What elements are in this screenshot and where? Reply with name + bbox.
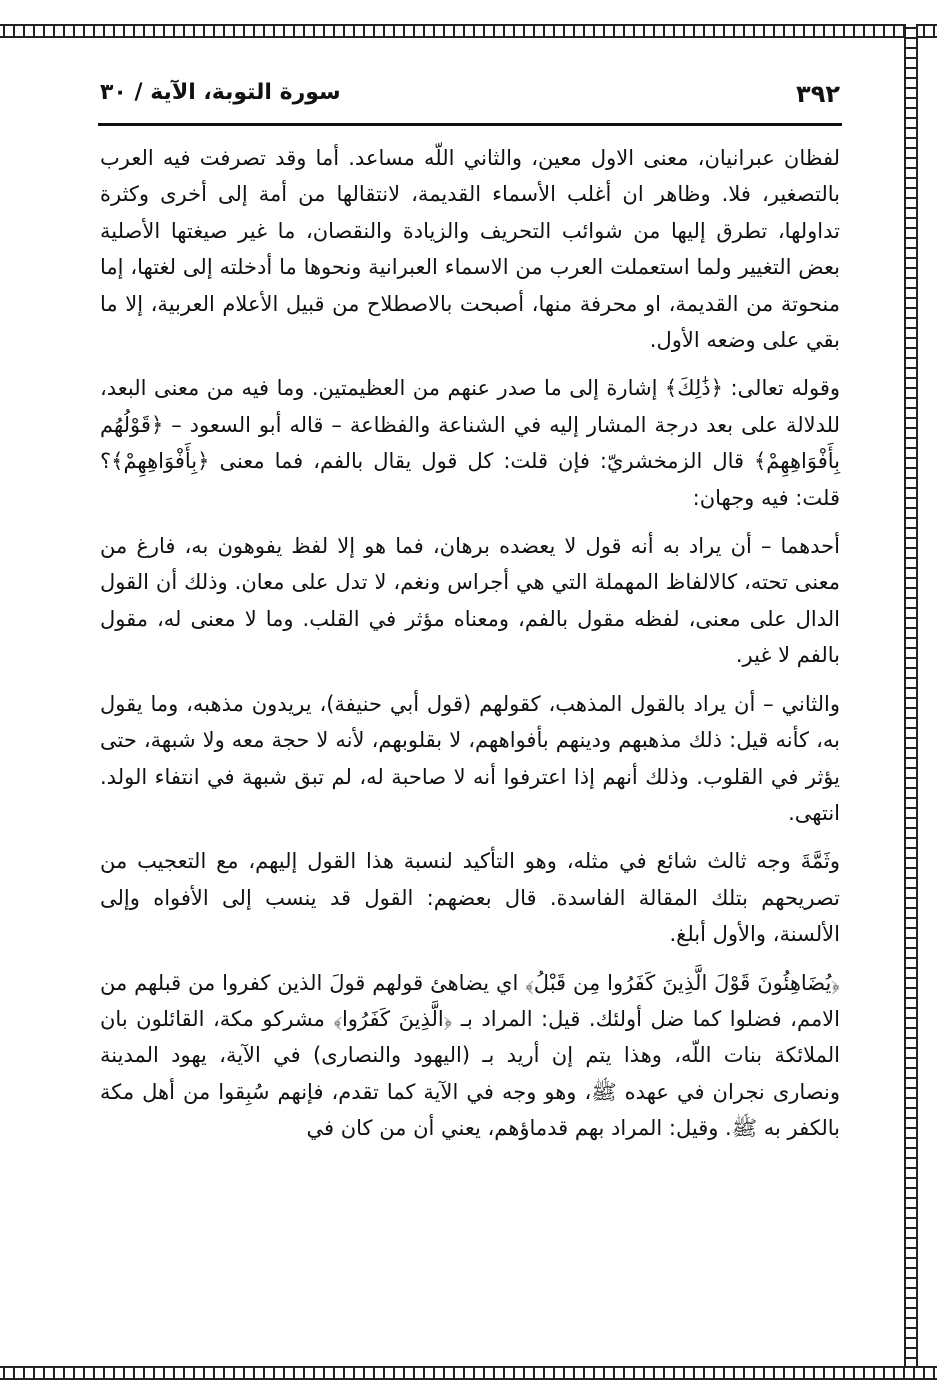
page-border-top [0, 24, 937, 38]
paragraph: والثاني – أن يراد بالقول المذهب، كقولهم (قول أبي حنيفة)، يريدون مذهبه، وما يقول به، كأنه قيل: ذلك مذهبهم ودينهم بأفواههم، لا بقلوبهم، لأنه لا حجة معه ولا شبهة، حتى يؤثر في القلوب. وذلك أنهم إذا اعترفوا أنه لا صاحبة له، لم تبق شبهة في انتفاء الولد. انتهى. [100, 691, 840, 825]
paragraph: أحدهما – أن يراد به أنه قول لا يعضده برهان، فما هو إلا لفظ يفوهون به، فارغ من معنى تحته، كالالفاظ المهملة التي هي أجراس ونغم، لا تدل على معان. وذلك أن القول الدال على معنى، لفظه مقول بالفم، ومعناه مؤثر في القلب. وما لا معنى له، مقول بالفم لا غير. [100, 534, 840, 668]
header-rule [98, 123, 842, 126]
running-title: سورة التوبة، الآية / ٣٠ [100, 80, 341, 105]
paragraph: وقوله تعالى: ﴿ذَٰلِكَ﴾ إشارة إلى ما صدر عنهم من العظيمتين. وما فيه من معنى البعد، للدلالة على بعد درجة المشار إليه في الشناعة والفظاعة – قاله أبو السعود – ﴿قَوْلُهُم بِأَفْوَاهِهِمْ﴾ قال الزمخشريّ: فإن قلت: كل قول يقال بالفم، فما معنى ﴿بِأَفْوَاهِهِمْ﴾؟ قلت: فيه وجهان: [100, 376, 840, 510]
paragraph: لفظان عبرانيان، معنى الاول معين، والثاني اللّه مساعد. أما وقد تصرفت فيه العرب بالتصغير، فلا. وظاهر ان أغلب الأسماء القديمة، لانتقالها من أمة إلى أخرى وكثرة تداولها، تطرق إليها من شوائب التحريف والزيادة والنقصان، ما غير صيغتها الأصلية بعض التغيير ولما استعملت العرب من الاسماء العبرانية ونحوها ما أدخلته إلى لغتها، إما منحوتة من القديمة، او محرفة منها، أصبحت بالاصطلاح من قبيل الأعلام العربية، إلا ما بقي على وضعه الأول. [100, 146, 840, 353]
paragraph: ﴿يُضَاهِئُونَ قَوْلَ الَّذِينَ كَفَرُوا مِن قَبْلُ﴾ اي يضاهئ قولهم قولَ الذين كفروا من قبلهم من الامم، فضلوا كما ضل أولئك. قيل: المراد بـ ﴿الَّذِينَ كَفَرُوا﴾ مشركو مكة، القائلون بان الملائكة بنات اللّه، وهذا يتم إن أريد بـ (اليهود والنصارى) في الآية، يهود المدينة ونصارى نجران في عهده ﷺ، وهو وجه في الآية كما تقدم، فإنهم سُبِقوا من أهل مكة بالكفر به ﷺ. وقيل: المراد بهم قدماؤهم، يعني أن من كان في [100, 970, 840, 1141]
page-body [100, 140, 840, 1159]
page-border-bottom [0, 1366, 937, 1380]
page-header [100, 78, 840, 118]
page-number: ٣٩٢ [796, 80, 840, 108]
page-border-right [904, 24, 918, 1380]
paragraph: وثَمَّةَ وجه ثالث شائع في مثله، وهو التأكيد لنسبة هذا القول إليهم، مع التعجيب من تصريحهم بتلك المقالة الفاسدة. قال بعضهم: القول قد ينسب إلى الأفواه وإلى الألسنة، والأول أبلغ. [100, 849, 840, 947]
